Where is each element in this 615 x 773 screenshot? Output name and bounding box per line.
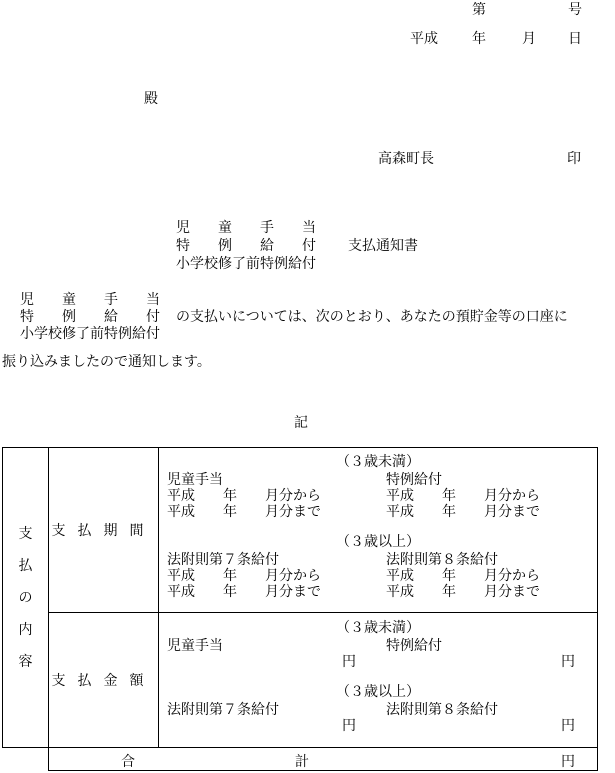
- body-line-2-text: の支払いについては、次のとおり、あなたの預貯金等の口座に: [176, 309, 568, 325]
- period-special-benefit-label: 特例給付: [386, 472, 442, 488]
- amount-under3-heading: （３歳未満）: [336, 620, 420, 636]
- seal-mark: 印: [567, 151, 581, 167]
- period-detail-cell: [159, 448, 598, 613]
- number-prefix: 第: [472, 2, 486, 18]
- recipient-honorific: 殿: [144, 91, 158, 107]
- period-under3-heading: （３歳未満）: [336, 454, 420, 470]
- total-yen-unit: 円: [561, 754, 575, 770]
- period-over3-heading: （３歳以上）: [336, 534, 420, 550]
- period-from: 平成 年 月分から: [386, 568, 540, 584]
- ki-heading: 記: [294, 415, 308, 431]
- body-line-1: 児 童 手 当: [20, 292, 160, 308]
- yen-unit: 円: [561, 654, 575, 670]
- period-child-allowance: [159, 472, 378, 530]
- issuer-name: 高森町長: [378, 151, 434, 167]
- year-label: 年: [472, 31, 486, 47]
- period-from: 平成 年 月分から: [167, 488, 321, 504]
- amount-label-cell: [49, 613, 159, 748]
- amount-special-benefit: [378, 638, 597, 680]
- title-line-3: 小学校修了前特例給付: [176, 256, 316, 272]
- side-char: 内: [18, 621, 33, 638]
- total-label-left: 合: [121, 754, 135, 770]
- month-label: 月: [522, 31, 536, 47]
- day-label: 日: [568, 31, 582, 47]
- amount-detail-cell: [159, 613, 598, 748]
- period-special-benefit: [378, 472, 597, 530]
- total-spacer: [3, 748, 49, 771]
- title-line-1: 児 童 手 当: [176, 220, 316, 236]
- amount-art8: [378, 702, 597, 744]
- body-line-3: 小学校修了前特例給付: [20, 326, 160, 342]
- period-child-allowance-label: 児童手当: [167, 472, 223, 488]
- amount-special-benefit-label: 特例給付: [386, 638, 442, 654]
- side-char: の: [18, 589, 33, 606]
- period-to: 平成 年 月分まで: [386, 504, 540, 520]
- period-art7-label: 法附則第７条給付: [167, 552, 279, 568]
- side-char: 支: [18, 525, 33, 542]
- body-line-4: 振り込みましたので通知します。: [2, 354, 211, 370]
- number-suffix: 号: [568, 2, 582, 18]
- side-char: 払: [18, 557, 33, 574]
- title-line-2: 特 例 給 付: [176, 238, 316, 254]
- amount-art8-label: 法附則第８条給付: [386, 702, 498, 718]
- period-to: 平成 年 月分まで: [167, 584, 321, 600]
- payment-details-table: [2, 447, 598, 771]
- title-suffix: 支払通知書: [348, 238, 418, 254]
- period-label: 支払期間: [51, 523, 156, 539]
- period-label-cell: [49, 448, 159, 613]
- period-subtable: [159, 450, 597, 610]
- yen-unit: 円: [342, 718, 356, 734]
- total-label-right: 計: [295, 754, 309, 770]
- amount-art7: [159, 702, 378, 744]
- period-to: 平成 年 月分まで: [386, 584, 540, 600]
- amount-child-allowance: [159, 638, 378, 680]
- amount-over3-heading: （３歳以上）: [336, 684, 420, 700]
- body-line-2-prefix: 特 例 給 付: [20, 309, 160, 325]
- period-art8-label: 法附則第８条給付: [386, 552, 498, 568]
- side-char: 容: [18, 653, 33, 670]
- period-art7: [159, 552, 378, 610]
- amount-label: 支払金額: [51, 673, 156, 689]
- total-row: [49, 748, 598, 771]
- period-from: 平成 年 月分から: [386, 488, 540, 504]
- period-to: 平成 年 月分まで: [167, 504, 321, 520]
- amount-art7-label: 法附則第７条給付: [167, 702, 279, 718]
- amount-subtable: [159, 616, 597, 744]
- side-label-cell: [3, 448, 49, 748]
- period-art8: [378, 552, 597, 610]
- period-from: 平成 年 月分から: [167, 568, 321, 584]
- yen-unit: 円: [561, 718, 575, 734]
- amount-child-allowance-label: 児童手当: [167, 638, 223, 654]
- yen-unit: 円: [342, 654, 356, 670]
- era-label: 平成: [410, 31, 438, 47]
